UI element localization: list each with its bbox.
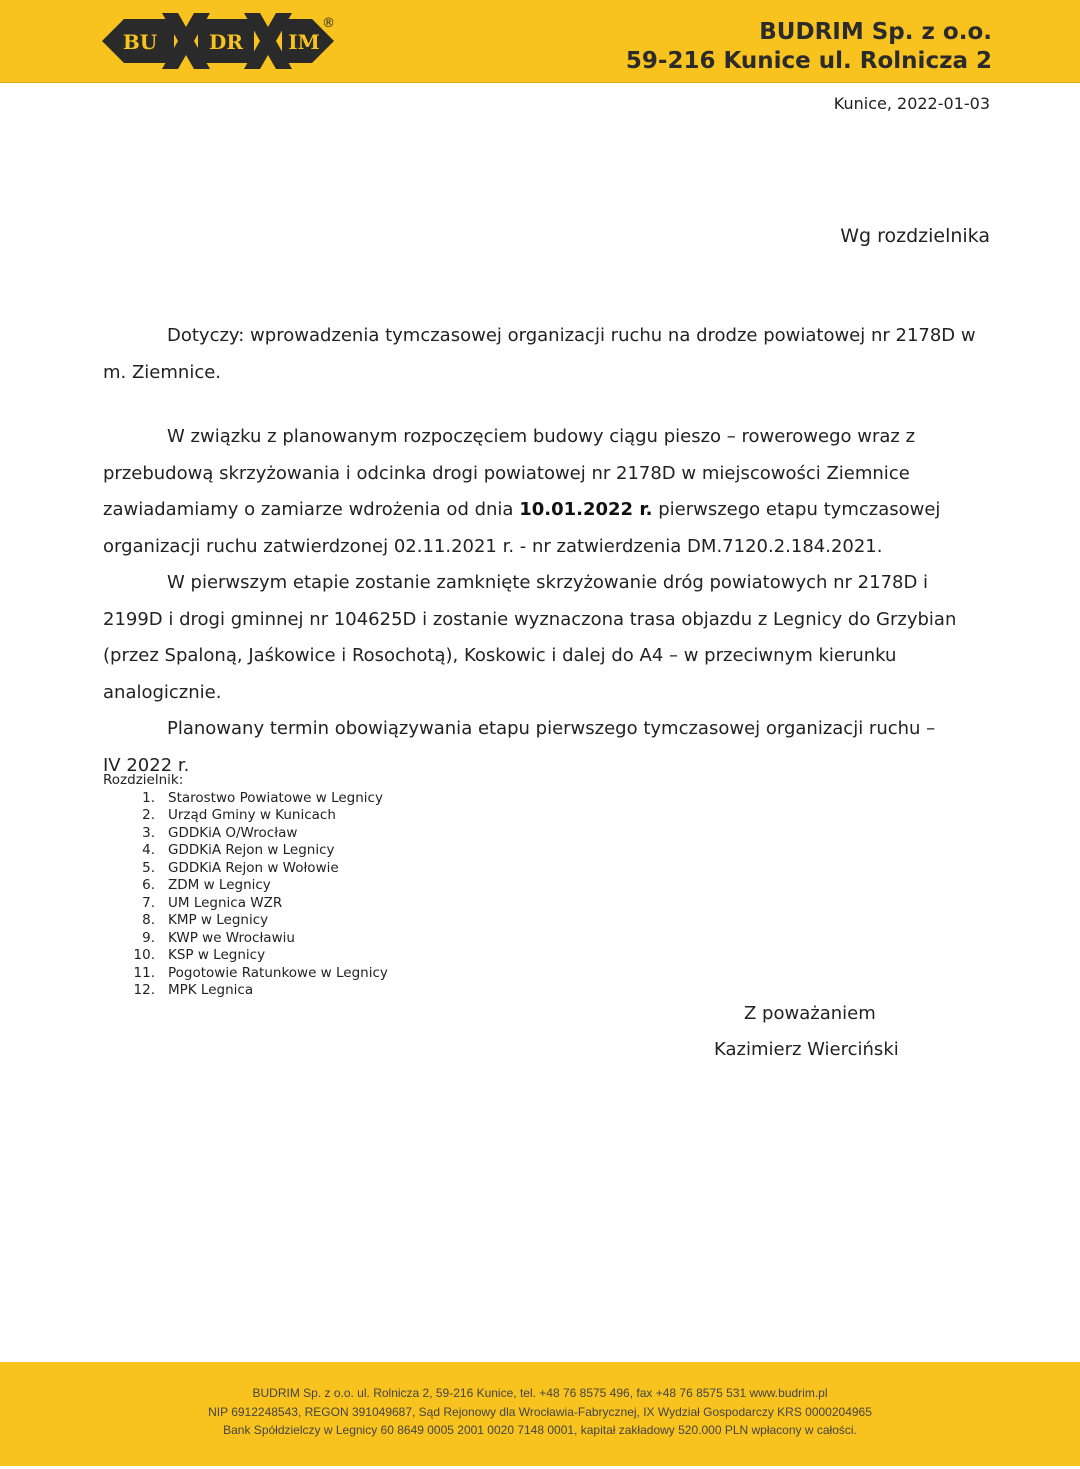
logo-text-right: IM (288, 30, 320, 54)
distribution-item-name: KWP we Wrocławiu (168, 929, 295, 946)
company-address: 59-216 Kunice ul. Rolnicza 2 (625, 48, 992, 74)
distribution-list (103, 772, 388, 1000)
distribution-item (103, 877, 388, 895)
paragraph-2: W pierwszym etapie zostanie zamknięte skrzyżowanie dróg powiatowych nr 2178D i 2199D i drogi gminnej nr 104625D i zostanie wyznaczona trasa objazdu z Legnicy do Grzybian (przez Spaloną, Jaśkowice i Rosochotą), Koskowic i dalej do A4 – w przeciwnym kierunku analogicznie. (103, 572, 957, 703)
distribution-item-name: GDDKiA Rejon w Wołowie (168, 859, 339, 876)
distribution-item (103, 860, 388, 878)
subject-line: Dotyczy: wprowadzenia tymczasowej organizacji ruchu na drodze powiatowej nr 2178D w m. Ziemnice. (103, 325, 976, 383)
distribution-item (103, 895, 388, 913)
distribution-item (103, 947, 388, 965)
distribution-item-number: 12. (133, 982, 155, 998)
paragraph-1-text-b: pierwszego etapu tymczasowej organizacji ruchu zatwierdzonej 02.11.2021 r. - nr zatwierdzenia DM.7120.2.184.2021. (103, 499, 941, 557)
distribution-item-number: 4. (142, 842, 155, 858)
distribution-item (103, 825, 388, 843)
registered-mark: ® (322, 16, 335, 31)
paragraph-1-text-a: W związku z planowanym rozpoczęciem budowy ciągu pieszo – rowerowego wraz z przebudową skrzyżowania i odcinka drogi powiatowej nr 2178D w miejscowości Ziemnice zawiadamiamy o zamiarze wdrożenia od dnia (103, 426, 916, 520)
distribution-item-number: 1. (142, 789, 155, 806)
letter-body (103, 318, 993, 784)
recipient: Wg rozdzielnika (840, 225, 990, 247)
effective-date: 10.01.2022 r. (519, 499, 653, 520)
distribution-item-name: KSP w Legnicy (168, 947, 266, 963)
distribution-item (103, 982, 388, 1000)
logo-text-middle: DR (209, 30, 243, 54)
distribution-items (103, 790, 388, 1000)
distribution-item-name: Pogotowie Ratunkowe w Legnicy (168, 964, 388, 981)
distribution-item (103, 912, 388, 930)
footer-line-1: BUDRIM Sp. z o.o. ul. Rolnicza 2, 59-216 Kunice, tel. +48 76 8575 496, fax +48 76 8575 531 www.budrim.pl (252, 1386, 828, 1400)
distribution-item-number: 6. (142, 877, 155, 893)
distribution-item-name: UM Legnica WZR (168, 894, 283, 911)
distribution-item-number: 2. (142, 807, 155, 823)
distribution-item (103, 965, 388, 983)
distribution-item-name: GDDKiA O/Wrocław (168, 824, 298, 841)
signatory-name: Kazimierz Wierciński (714, 1039, 899, 1060)
footer-bar (0, 1362, 1080, 1466)
footer-text (0, 1384, 1080, 1440)
paragraph-1 (103, 419, 993, 565)
distribution-label: Rozdzielnik: (103, 772, 184, 788)
logo-text-left: BU (122, 30, 158, 54)
distribution-item (103, 842, 388, 860)
distribution-item-number: 3. (142, 824, 155, 841)
distribution-item-name: Urząd Gminy w Kunicach (168, 807, 336, 823)
distribution-item-number: 5. (142, 859, 155, 876)
distribution-item-number: 8. (142, 912, 155, 928)
paragraph-3-end: IV 2022 r. (103, 754, 190, 776)
distribution-item-name: KMP w Legnicy (168, 912, 269, 928)
footer-line-2: NIP 6912248543, REGON 391049687, Sąd Rejonowy dla Wrocławia-Fabrycznej, IX Wydział Gospodarczy KRS 0000204965 (208, 1404, 872, 1419)
company-block (626, 18, 992, 76)
letter-date: Kunice, 2022-01-03 (833, 94, 990, 113)
closing-regards: Z poważaniem (744, 1003, 876, 1024)
distribution-item-name: MPK Legnica (168, 982, 254, 998)
distribution-item-number: 9. (142, 929, 155, 946)
distribution-item (103, 807, 388, 825)
distribution-item (103, 790, 388, 808)
distribution-item-name: GDDKiA Rejon w Legnicy (168, 842, 335, 858)
distribution-item-name: Starostwo Powiatowe w Legnicy (168, 789, 383, 806)
distribution-item-name: ZDM w Legnicy (168, 877, 271, 893)
closing-block (714, 996, 899, 1068)
distribution-item-number: 11. (133, 964, 155, 981)
company-name: BUDRIM Sp. z o.o. (759, 19, 992, 45)
footer-line-3: Bank Spółdzielczy w Legnicy 60 8649 0005 2001 0020 7148 0001, kapitał zakładowy 520.000 PLN wpłacony w całości. (223, 1423, 857, 1437)
paragraph-3: Planowany termin obowiązywania etapu pierwszego tymczasowej organizacji ruchu – (167, 718, 936, 739)
distribution-item (103, 930, 388, 948)
distribution-item-number: 7. (142, 894, 155, 911)
budrim-logo (98, 5, 338, 77)
letterhead-bar (0, 0, 1080, 83)
distribution-item-number: 10. (133, 947, 155, 963)
